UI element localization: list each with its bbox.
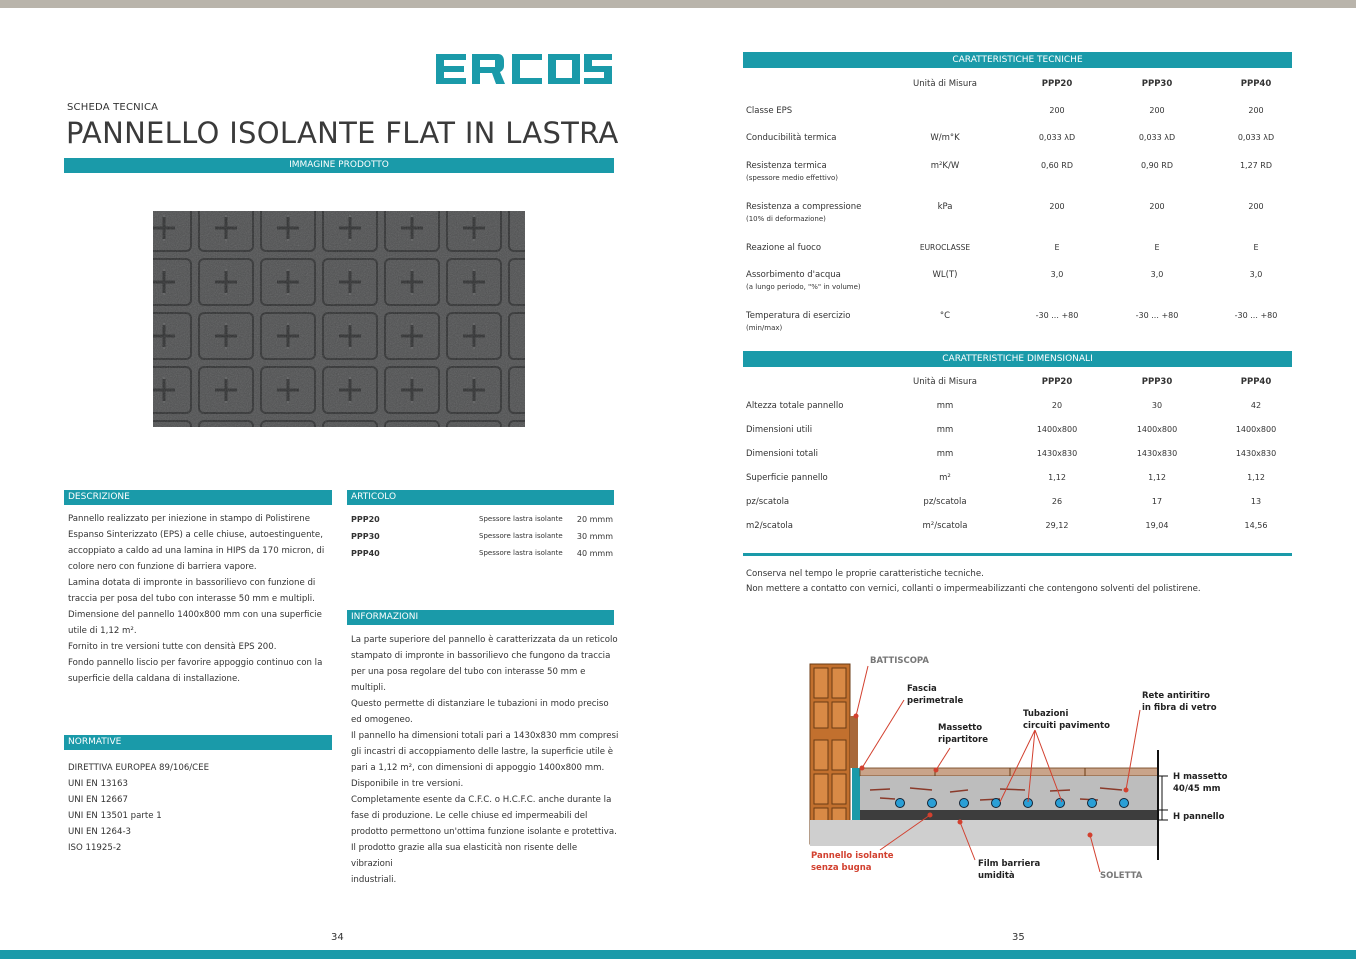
articolo-code: PPP40 (351, 549, 380, 558)
document-title: PANNELLO ISOLANTE FLAT IN LASTRA (66, 116, 619, 150)
page-number-left: 34 (331, 932, 344, 943)
page-number-right: 35 (1012, 932, 1025, 943)
bottom-bar (0, 950, 1356, 959)
articolo-row (351, 532, 613, 541)
label-fascia-line: perimetrale (907, 696, 964, 706)
logo-text: ERCOS (434, 50, 438, 51)
row-value: 1430x830 (1036, 449, 1078, 458)
informazioni-line: gli incastri di accoppiamento delle lastre, la superficie utile è (351, 747, 614, 757)
label-pannello (811, 850, 894, 874)
tech-heading: CARATTERISTICHE TECNICHE (743, 52, 1292, 68)
row-label-text: Reazione al fuoco (746, 243, 822, 253)
articolo-row (351, 549, 613, 558)
label-fascia-line: Fascia (907, 684, 937, 694)
informazioni-line: Il pannello ha dimensioni totali pari a 1430x830 mm compresi (351, 731, 619, 741)
descrizione-line: superficie della caldana di installazione. (68, 674, 240, 684)
row-value: 200 (1248, 106, 1264, 115)
table-row-label (746, 449, 906, 459)
row-unit: m²/scatola (922, 521, 968, 531)
table-row-label (746, 202, 906, 223)
label-h-massetto-line: H massetto (1173, 772, 1228, 782)
row-label-note: (a lungo periodo, "%" in volume) (746, 283, 861, 291)
table-row-label (746, 270, 906, 291)
table-row-label (746, 521, 906, 531)
row-unit: W/m°K (930, 133, 960, 143)
informazioni-text (351, 632, 619, 888)
dim-col-ppp20: PPP20 (1041, 377, 1073, 387)
row-label-text: Dimensioni utili (746, 425, 813, 435)
row-value: 0,033 λD (1038, 133, 1076, 142)
row-unit: mm (936, 425, 954, 435)
label-pannello-line: senza bugna (811, 863, 872, 873)
row-value: 0,90 RD (1140, 161, 1174, 170)
descrizione-text (68, 511, 336, 687)
row-label-text: m2/scatola (746, 521, 793, 531)
row-value: 17 (1151, 497, 1163, 506)
descrizione-line: accoppiato a caldo ad una lamina in HIPS da 170 micron, di (68, 546, 325, 556)
row-label-text: Resistenza termica (746, 161, 827, 171)
label-tubazioni (1023, 708, 1110, 732)
label-soletta: SOLETTA (1100, 871, 1143, 881)
row-value: -30 ... +80 (1234, 311, 1278, 320)
normative-item: UNI EN 13501 parte 1 (68, 811, 162, 821)
row-label-text: Assorbimento d'acqua (746, 270, 841, 280)
label-rete-line: in fibra di vetro (1142, 703, 1217, 713)
image-section-bar: IMMAGINE PRODOTTO (64, 158, 614, 173)
label-film-line: umidità (978, 871, 1015, 881)
table-row-label (746, 425, 906, 435)
row-unit: °C (939, 311, 951, 321)
label-pannello-line: Pannello isolante (811, 851, 894, 861)
normative-item: ISO 11925-2 (68, 843, 122, 853)
articolo-row (351, 515, 613, 524)
row-value: 200 (1149, 106, 1165, 115)
label-rete-line: Rete antiritiro (1142, 691, 1210, 701)
table-row-label (746, 497, 906, 507)
row-value: 1400x800 (1235, 425, 1277, 434)
normative-item: UNI EN 1264-3 (68, 827, 132, 837)
informazioni-line: industriali. (351, 875, 397, 885)
label-massetto-line: ripartitore (938, 735, 988, 745)
row-value: 1400x800 (1136, 425, 1178, 434)
row-unit: mm (936, 449, 954, 459)
row-unit: kPa (937, 202, 953, 212)
row-value: 1400x800 (1036, 425, 1078, 434)
normative-item: UNI EN 13163 (68, 779, 128, 789)
label-fascia (907, 683, 963, 707)
row-value: 200 (1049, 106, 1065, 115)
row-value: E (1054, 243, 1060, 252)
descrizione-line: Fornito in tre versioni tutte con densità EPS 200. (68, 642, 277, 652)
row-value: 19,04 (1145, 521, 1169, 530)
label-tubazioni-line: Tubazioni (1023, 709, 1069, 719)
descrizione-line: utile di 1,12 m². (68, 626, 137, 636)
label-rete (1142, 690, 1217, 714)
table-row-label (746, 473, 906, 483)
normative-heading: NORMATIVE (64, 735, 332, 750)
dim-col-unit: Unità di Misura (913, 377, 977, 387)
tech-col-ppp30: PPP30 (1141, 79, 1173, 89)
row-value: 13 (1250, 497, 1262, 506)
row-label-text: Resistenza a compressione (746, 202, 862, 212)
label-h-pannello: H pannello (1173, 812, 1225, 822)
row-value: 1430x830 (1235, 449, 1277, 458)
label-battiscopa: BATTISCOPA (870, 656, 929, 666)
articolo-value: 40 mmm (576, 549, 613, 558)
label-h-massetto (1173, 771, 1228, 795)
row-value: -30 ... +80 (1135, 311, 1179, 320)
row-label-text: Conducibilità termica (746, 133, 837, 143)
informazioni-line: Completamente esente da C.F.C. o H.C.F.C. anche durante la (351, 795, 612, 805)
row-label-text: Superficie pannello (746, 473, 828, 483)
table-row-label (746, 243, 906, 253)
informazioni-line: stampato di impronte in bassorilievo che fungono da traccia (351, 651, 611, 661)
row-value: 30 (1151, 401, 1163, 410)
table-end-rule (743, 553, 1292, 556)
top-bar (0, 0, 1356, 8)
informazioni-line: prodotto permettono un'ottima funzione isolante e protettiva. (351, 827, 617, 837)
document-subtitle: SCHEDA TECNICA (67, 102, 159, 113)
table-row-label (746, 161, 906, 182)
descrizione-line: traccia per posa del tubo con interasse 50 mm e multipli. (68, 594, 315, 604)
row-value: 200 (1049, 202, 1065, 211)
ercos-logo (434, 50, 614, 88)
descrizione-heading: DESCRIZIONE (64, 490, 332, 505)
row-label-text: Classe EPS (746, 106, 793, 116)
row-value: 0,033 λD (1237, 133, 1275, 142)
row-value: 42 (1250, 401, 1262, 410)
label-massetto (938, 722, 988, 746)
table-row-label (746, 401, 906, 411)
articolo-desc: Spessore lastra isolante (479, 549, 563, 557)
row-unit: m²K/W (930, 161, 960, 171)
informazioni-line: fase di produzione. Le celle chiuse ed impermeabili del (351, 811, 588, 821)
descrizione-line: colore nero con funzione di barriera vapore. (68, 562, 257, 572)
note-line: Non mettere a contatto con vernici, collanti o impermeabilizzanti che contengono solventi del polistirene. (746, 584, 1201, 594)
normative-list (68, 760, 336, 856)
articolo-desc: Spessore lastra isolante (479, 532, 563, 540)
descrizione-line: Fondo pannello liscio per favorire appoggio continuo con la (68, 658, 323, 668)
articolo-code: PPP30 (351, 532, 380, 541)
product-image (153, 211, 525, 427)
row-unit: m² (939, 473, 951, 483)
row-label-note: (10% di deformazione) (746, 215, 826, 223)
informazioni-line: ed omogeneo. (351, 715, 413, 725)
row-label-text: pz/scatola (746, 497, 790, 507)
table-row-label (746, 106, 906, 116)
tech-col-ppp20: PPP20 (1041, 79, 1073, 89)
note-line: Conserva nel tempo le proprie caratteristiche tecniche. (746, 569, 984, 579)
row-value: 1,12 (1148, 473, 1166, 482)
normative-item: DIRETTIVA EUROPEA 89/106/CEE (68, 763, 210, 773)
row-label-text: Altezza totale pannello (746, 401, 844, 411)
informazioni-line: Questo permette di distanziare le tubazioni in modo preciso (351, 699, 609, 709)
table-row-label (746, 133, 906, 143)
row-value: -30 ... +80 (1035, 311, 1079, 320)
articolo-value: 20 mmm (576, 515, 613, 524)
tech-col-ppp40: PPP40 (1240, 79, 1272, 89)
tech-col-unit: Unità di Misura (913, 79, 977, 89)
row-unit: mm (936, 401, 954, 411)
row-value: 1,27 RD (1239, 161, 1273, 170)
row-unit: EUROCLASSE (919, 243, 971, 252)
dim-col-ppp30: PPP30 (1141, 377, 1173, 387)
row-value: 3,0 (1249, 270, 1263, 279)
informazioni-line: pari a 1,12 m², con dimensioni di appoggio 1400x800 mm. (351, 763, 605, 773)
row-value: 1,12 (1247, 473, 1265, 482)
label-film (978, 858, 1040, 882)
informazioni-heading: INFORMAZIONI (347, 610, 614, 625)
row-value: 1,12 (1048, 473, 1066, 482)
row-value: E (1154, 243, 1160, 252)
descrizione-line: Espanso Sinterizzato (EPS) a celle chiuse, autoestinguente, (68, 530, 323, 540)
articolo-heading: ARTICOLO (347, 490, 614, 505)
row-value: 3,0 (1150, 270, 1164, 279)
dim-col-ppp40: PPP40 (1240, 377, 1272, 387)
descrizione-line: Lamina dotata di impronte in bassorilievo con funzione di (68, 578, 316, 588)
row-value: 29,12 (1045, 521, 1069, 530)
row-unit: WL(T) (932, 270, 958, 280)
row-value: 200 (1149, 202, 1165, 211)
row-value: E (1253, 243, 1259, 252)
row-value: 3,0 (1050, 270, 1064, 279)
label-tubazioni-line: circuiti pavimento (1023, 721, 1110, 731)
row-label-text: Temperatura di esercizio (746, 311, 851, 321)
row-value: 0,033 λD (1138, 133, 1176, 142)
row-value: 20 (1051, 401, 1063, 410)
label-h-massetto-line: 40/45 mm (1173, 784, 1221, 794)
row-label-text: Dimensioni totali (746, 449, 819, 459)
informazioni-line: Il prodotto grazie alla sua elasticità non risente delle vibrazioni (351, 843, 578, 869)
informazioni-line: Disponibile in tre versioni. (351, 779, 464, 789)
row-unit: pz/scatola (923, 497, 967, 507)
articolo-desc: Spessore lastra isolante (479, 515, 563, 523)
row-value: 1430x830 (1136, 449, 1178, 458)
normative-item: UNI EN 12667 (68, 795, 128, 805)
row-label-note: (spessore medio effettivo) (746, 174, 839, 182)
row-value: 14,56 (1244, 521, 1268, 530)
dim-heading: CARATTERISTICHE DIMENSIONALI (743, 351, 1292, 367)
row-value: 26 (1051, 497, 1063, 506)
informazioni-line: La parte superiore del pannello è caratterizzata da un reticolo (351, 635, 618, 645)
label-film-line: Film barriera (978, 859, 1041, 869)
informazioni-line: per una posa regolare del tubo con interasse 50 mm e multipli. (351, 667, 586, 693)
descrizione-line: Pannello realizzato per iniezione in stampo di Polistirene (68, 514, 311, 524)
articolo-code: PPP20 (351, 515, 380, 524)
row-value: 0,60 RD (1040, 161, 1074, 170)
articolo-value: 30 mmm (576, 532, 613, 541)
descrizione-line: Dimensione del pannello 1400x800 mm con una superficie (68, 610, 322, 620)
table-row-label (746, 311, 906, 332)
row-value: 200 (1248, 202, 1264, 211)
label-massetto-line: Massetto (938, 723, 983, 733)
row-label-note: (min/max) (746, 324, 783, 332)
